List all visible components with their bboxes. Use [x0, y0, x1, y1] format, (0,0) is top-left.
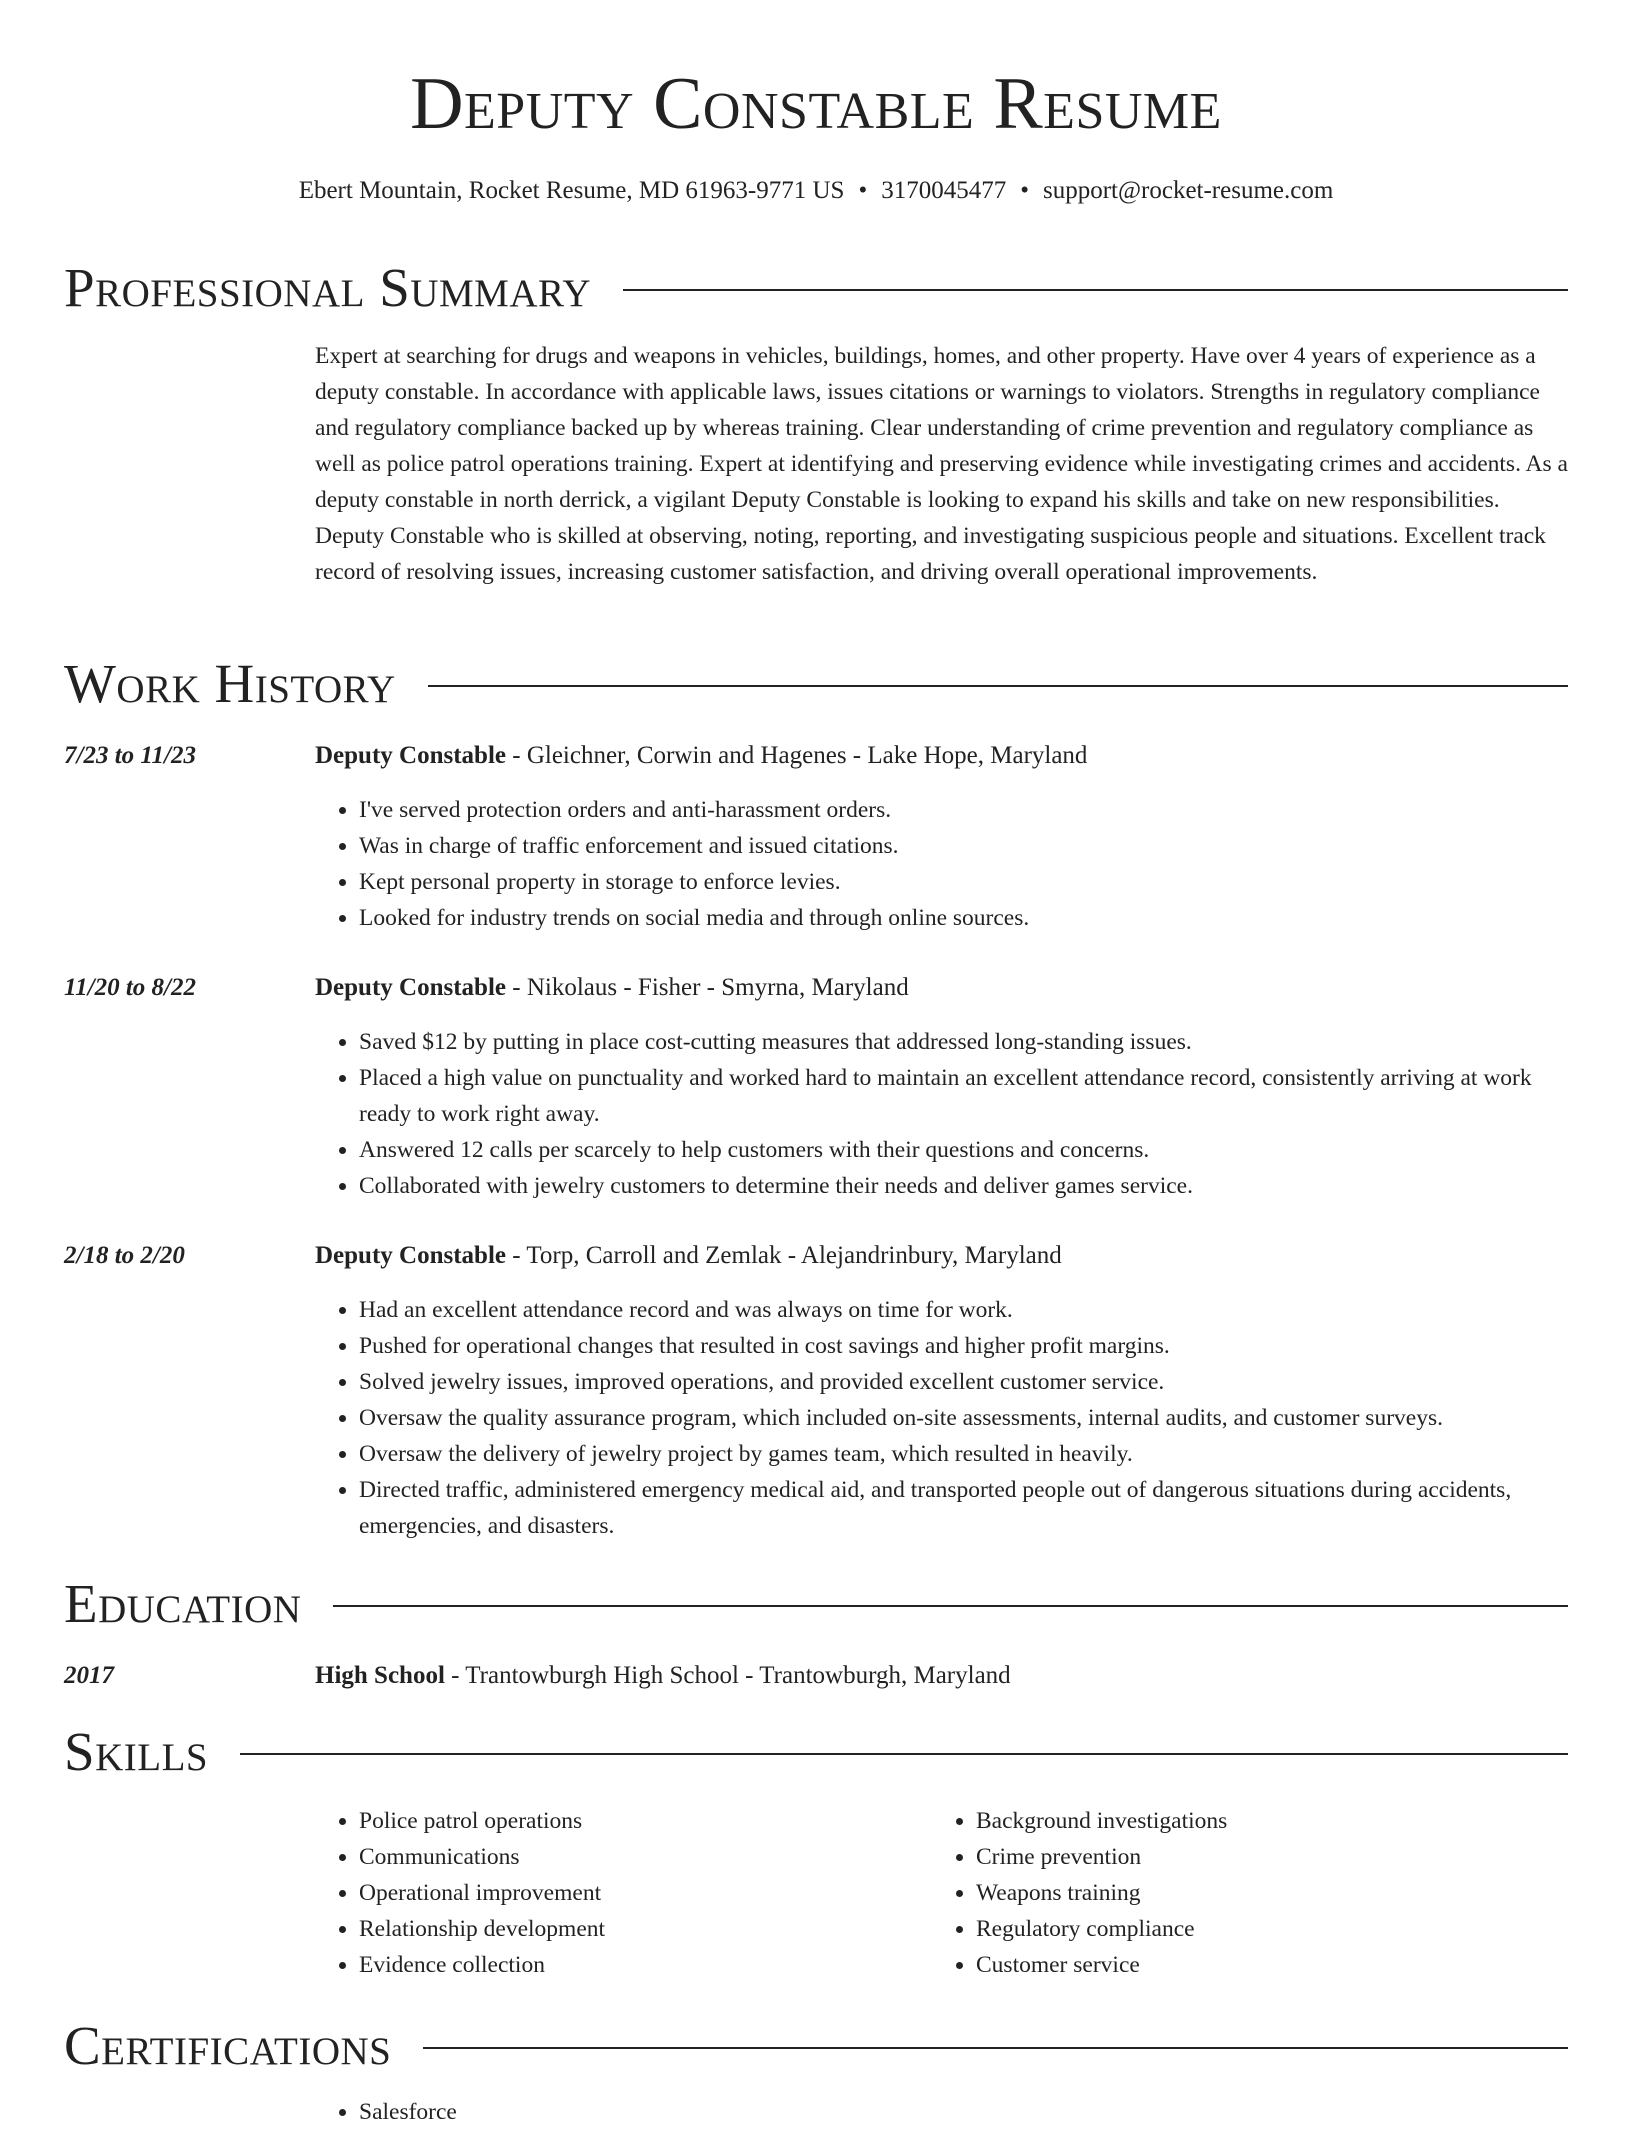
section-header-certifications: [64, 2014, 1568, 2078]
section-divider: [623, 289, 1568, 291]
contact-email: support@rocket-resume.com: [1043, 177, 1334, 204]
job-heading: [315, 738, 1568, 774]
contact-address: Ebert Mountain, Rocket Resume, MD 61963-9771 US: [298, 177, 845, 204]
contact-phone: 3170045477: [881, 177, 1007, 204]
job-bullet: • Had an excellent attendance record and was always on time for work.: [359, 1292, 1568, 1328]
education-heading: [315, 1658, 1568, 1694]
job-bullet: • Kept personal property in storage to enforce levies.: [359, 864, 1568, 900]
job-bullet: • Was in charge of traffic enforcement and issued citations.: [359, 828, 1568, 864]
skills-list-left: [315, 1803, 919, 1983]
job-title: Deputy Constable: [315, 974, 506, 1001]
job-employer: - Gleichner, Corwin and Hagenes - Lake Hope, Maryland: [506, 742, 1088, 769]
job-dates: 2/18 to 2/20: [64, 1242, 185, 1269]
skill-item: • Crime prevention: [976, 1839, 1576, 1875]
skill-item: • Customer service: [976, 1947, 1576, 1983]
job-bullet: • Oversaw the quality assurance program, which included on-site assessments, internal audits, and customer surveys.: [359, 1400, 1568, 1436]
job-employer: - Torp, Carroll and Zemlak - Alejandrinbury, Maryland: [506, 1242, 1062, 1269]
section-title-skills: Skills: [64, 1721, 209, 1782]
section-title-education: Education: [64, 1573, 302, 1634]
job-bullet: • Looked for industry trends on social media and through online sources.: [359, 900, 1568, 936]
job-employer: - Nikolaus - Fisher - Smyrna, Maryland: [506, 974, 909, 1001]
skill-item: • Evidence collection: [359, 1947, 919, 1983]
job-bullet: • Placed a high value on punctuality and worked hard to maintain an excellent attendance record, consistently arriving at work ready to work right away.: [359, 1060, 1568, 1132]
job-bullet: • Saved $12 by putting in place cost-cutting measures that addressed long-standing issues.: [359, 1024, 1568, 1060]
skill-item: • Regulatory compliance: [976, 1911, 1576, 1947]
job-heading: [315, 1238, 1568, 1274]
skill-item: • Communications: [359, 1839, 919, 1875]
job-bullet: • Collaborated with jewelry customers to determine their needs and deliver games service.: [359, 1168, 1568, 1204]
job-bullet: • Solved jewelry issues, improved operations, and provided excellent customer service.: [359, 1364, 1568, 1400]
job-bullet: • Directed traffic, administered emergency medical aid, and transported people out of dangerous situations during accidents, emergencies, and disasters.: [359, 1472, 1568, 1544]
section-header-work-history: [64, 652, 1568, 716]
skill-item: • Weapons training: [976, 1875, 1576, 1911]
education-year: 2017: [64, 1662, 114, 1689]
skill-item: • Background investigations: [976, 1803, 1576, 1839]
job-dates: 7/23 to 11/23: [64, 742, 196, 769]
section-title-work-history: Work History: [64, 653, 396, 714]
job-bullets: [315, 1024, 1568, 1204]
job-dates: 11/20 to 8/22: [64, 974, 196, 1001]
job-bullets: [315, 792, 1568, 936]
job-bullets: [315, 1292, 1568, 1544]
section-title-summary: Professional Summary: [64, 257, 592, 318]
section-divider: [333, 1605, 1568, 1607]
section-divider: [428, 685, 1568, 687]
certifications-list: [315, 2094, 1159, 2130]
contact-separator: •: [1020, 177, 1029, 204]
section-title-certifications: Certifications: [64, 2015, 392, 2076]
job-bullet: • Pushed for operational changes that resulted in cost savings and higher profit margins.: [359, 1328, 1568, 1364]
section-header-summary: [64, 256, 1568, 320]
section-divider: [423, 2047, 1568, 2049]
skill-item: • Police patrol operations: [359, 1803, 919, 1839]
job-heading: [315, 970, 1568, 1006]
job-bullet: • I've served protection orders and anti-harassment orders.: [359, 792, 1568, 828]
job-bullet: • Oversaw the delivery of jewelry project by games team, which resulted in heavily.: [359, 1436, 1568, 1472]
job-title: Deputy Constable: [315, 1242, 506, 1269]
job-title: Deputy Constable: [315, 742, 506, 769]
section-divider: [240, 1753, 1568, 1755]
skill-item: • Operational improvement: [359, 1875, 919, 1911]
contact-separator: •: [858, 177, 868, 204]
job-bullet: • Answered 12 calls per scarcely to help customers with their questions and concerns.: [359, 1132, 1568, 1168]
education-degree: High School: [315, 1662, 445, 1689]
skills-list-right: [932, 1803, 1576, 1983]
section-header-skills: [64, 1720, 1568, 1784]
summary-text: Expert at searching for drugs and weapons in vehicles, buildings, homes, and other property. Have over 4 years of experience as a deputy constable. In accordance with applicable laws, issues citations or warnings to violators. Strengths in regulatory compliance and regulatory compliance backed up by whereas training. Clear understanding of crime prevention and regulatory compliance as well as police patrol operations training. Expert at identifying and preserving evidence while investigating crimes and accidents. As a deputy constable in north derrick, a vigilant Deputy Constable is looking to expand his skills and take on new responsibilities. Deputy Constable who is skilled at observing, noting, reporting, and investigating suspicious people and situations. Excellent track record of resolving issues, increasing customer satisfaction, and driving overall operational improvements.: [315, 343, 1568, 585]
section-header-education: [64, 1572, 1568, 1636]
education-school: - Trantowburgh High School - Trantowburgh, Maryland: [444, 1662, 1011, 1689]
resume-title: Deputy Constable Resume: [410, 63, 1222, 145]
contact-line: [0, 176, 1632, 206]
skill-item: • Relationship development: [359, 1911, 919, 1947]
certification-item: • Salesforce: [359, 2094, 1159, 2130]
